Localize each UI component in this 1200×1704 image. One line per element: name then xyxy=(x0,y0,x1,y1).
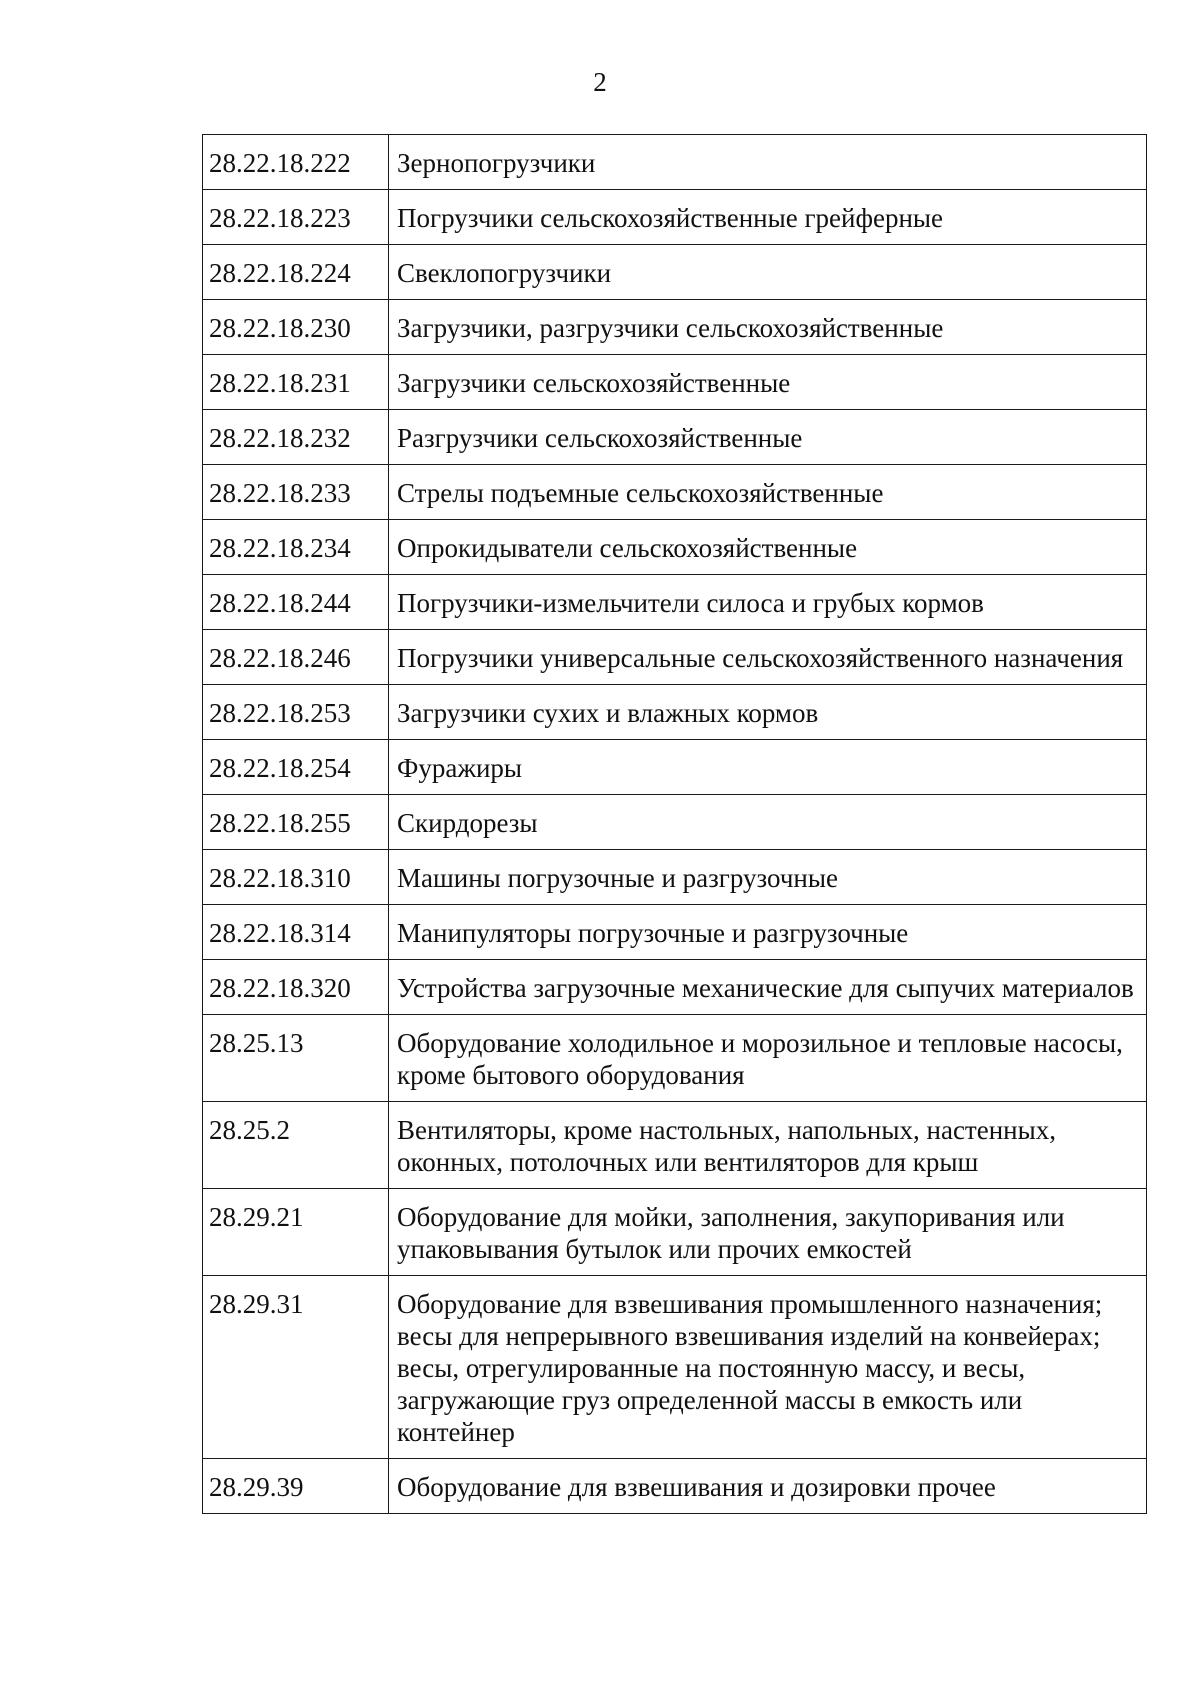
row-code: 28.22.18.231 xyxy=(203,355,389,410)
row-code: 28.25.2 xyxy=(203,1102,389,1189)
page-number: 2 xyxy=(593,67,607,97)
row-name: Оборудование для взвешивания и дозировки прочее xyxy=(389,1459,1147,1514)
table-row xyxy=(203,465,1147,520)
row-name: Загрузчики сельскохозяйственные xyxy=(389,355,1147,410)
row-name: Стрелы подъемные сельскохозяйственные xyxy=(389,465,1147,520)
table-row xyxy=(203,905,1147,960)
table-row xyxy=(203,1102,1147,1189)
row-name: Оборудование холодильное и морозильное и тепловые насосы, кроме бытового оборудования xyxy=(389,1015,1147,1102)
row-code: 28.22.18.314 xyxy=(203,905,389,960)
row-code: 28.22.18.244 xyxy=(203,575,389,630)
table-row xyxy=(203,960,1147,1015)
row-name: Манипуляторы погрузочные и разгрузочные xyxy=(389,905,1147,960)
table-row xyxy=(203,410,1147,465)
row-name: Погрузчики-измельчители силоса и грубых кормов xyxy=(389,575,1147,630)
table-row xyxy=(203,795,1147,850)
table-row xyxy=(203,190,1147,245)
table-row xyxy=(203,630,1147,685)
row-name: Погрузчики универсальные сельскохозяйственного назначения xyxy=(389,630,1147,685)
row-code: 28.22.18.232 xyxy=(203,410,389,465)
table-row xyxy=(203,740,1147,795)
table-row xyxy=(203,850,1147,905)
table-row xyxy=(203,1189,1147,1276)
row-code: 28.29.21 xyxy=(203,1189,389,1276)
row-name: Фуражиры xyxy=(389,740,1147,795)
row-code: 28.22.18.233 xyxy=(203,465,389,520)
table-row xyxy=(203,1276,1147,1459)
row-code: 28.22.18.255 xyxy=(203,795,389,850)
table-row xyxy=(203,135,1147,190)
table-body xyxy=(203,135,1147,1514)
row-code: 28.22.18.320 xyxy=(203,960,389,1015)
row-name: Свеклопогрузчики xyxy=(389,245,1147,300)
row-name: Погрузчики сельскохозяйственные грейферные xyxy=(389,190,1147,245)
row-code: 28.25.13 xyxy=(203,1015,389,1102)
row-name: Скирдорезы xyxy=(389,795,1147,850)
table-row xyxy=(203,1015,1147,1102)
table-row xyxy=(203,685,1147,740)
row-code: 28.29.39 xyxy=(203,1459,389,1514)
row-name: Зернопогрузчики xyxy=(389,135,1147,190)
row-name: Вентиляторы, кроме настольных, напольных, настенных, оконных, потолочных или вентиляторов для крыш xyxy=(389,1102,1147,1189)
table-row xyxy=(203,575,1147,630)
row-name: Машины погрузочные и разгрузочные xyxy=(389,850,1147,905)
row-code: 28.22.18.230 xyxy=(203,300,389,355)
table-row xyxy=(203,355,1147,410)
row-code: 28.22.18.224 xyxy=(203,245,389,300)
table-row xyxy=(203,1459,1147,1514)
row-name: Опрокидыватели сельскохозяйственные xyxy=(389,520,1147,575)
row-code: 28.29.31 xyxy=(203,1276,389,1459)
row-name: Устройства загрузочные механические для сыпучих материалов xyxy=(389,960,1147,1015)
row-name: Оборудование для мойки, заполнения, закупоривания или упаковывания бутылок или прочих емкостей xyxy=(389,1189,1147,1276)
row-name: Оборудование для взвешивания промышленного назначения; весы для непрерывного взвешивания изделий на конвейерах; весы, отрегулированные на постоянную массу, и весы, загружающие груз определенной массы в емкость или контейнер xyxy=(389,1276,1147,1459)
table-row xyxy=(203,520,1147,575)
table-row xyxy=(203,300,1147,355)
row-code: 28.22.18.234 xyxy=(203,520,389,575)
row-code: 28.22.18.253 xyxy=(203,685,389,740)
row-name: Загрузчики сухих и влажных кормов xyxy=(389,685,1147,740)
row-name: Разгрузчики сельскохозяйственные xyxy=(389,410,1147,465)
row-code: 28.22.18.246 xyxy=(203,630,389,685)
row-code: 28.22.18.222 xyxy=(203,135,389,190)
row-code: 28.22.18.310 xyxy=(203,850,389,905)
row-code: 28.22.18.223 xyxy=(203,190,389,245)
row-code: 28.22.18.254 xyxy=(203,740,389,795)
classification-table xyxy=(202,134,1147,1514)
table-row xyxy=(203,245,1147,300)
row-name: Загрузчики, разгрузчики сельскохозяйственные xyxy=(389,300,1147,355)
